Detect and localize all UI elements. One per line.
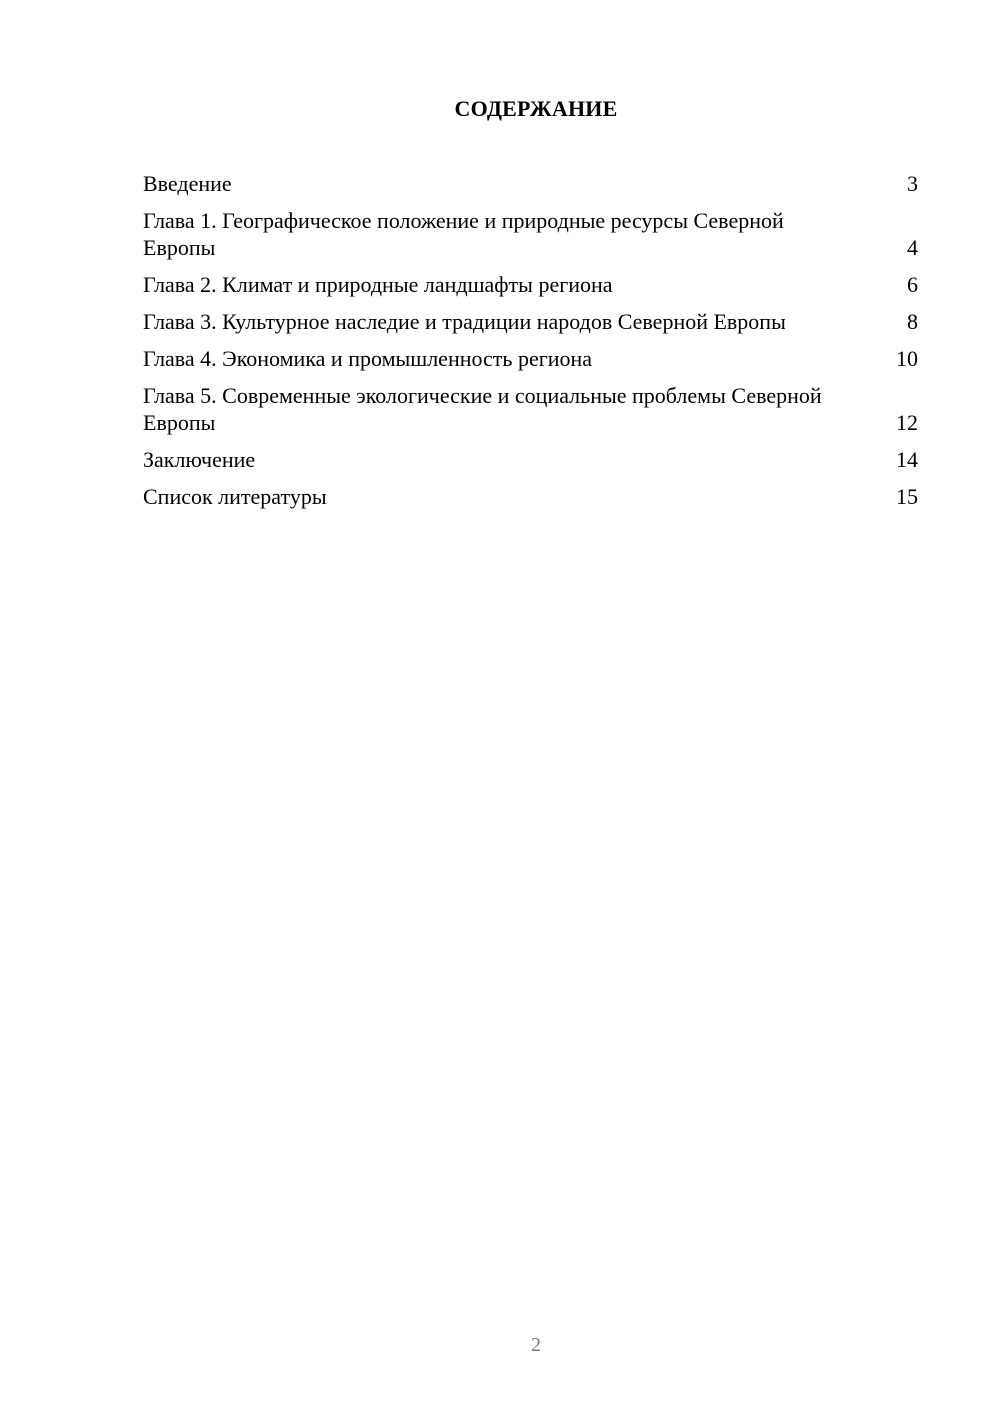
toc-entry: [143, 308, 918, 335]
toc-entry-page: 3: [907, 171, 918, 196]
toc-entry: [143, 271, 918, 298]
toc-entry-title: Глава 1. Географическое положение и природные ресурсы Северной Европы: [143, 208, 784, 260]
page-title: СОДЕРЖАНИЕ: [454, 96, 618, 121]
toc-entry: [143, 170, 918, 197]
toc-entry-title: Введение: [143, 171, 232, 196]
toc-entry: [143, 345, 918, 372]
table-of-contents: [143, 170, 918, 520]
toc-entry-title: Глава 5. Современные экологические и социальные проблемы Северной Европы: [143, 383, 822, 435]
toc-entry: [143, 382, 918, 436]
toc-entry-page: 14: [896, 447, 918, 472]
toc-entry-title: Глава 4. Экономика и промышленность региона: [143, 346, 593, 371]
toc-entry-title: Список литературы: [143, 484, 327, 509]
toc-entry: [143, 207, 918, 261]
toc-entry-page: 10: [896, 346, 918, 371]
page-number: 2: [531, 1334, 541, 1356]
toc-entry-page: 12: [896, 410, 918, 435]
toc-entry-title: Глава 3. Культурное наследие и традиции народов Северной Европы: [143, 309, 786, 334]
toc-entry: [143, 446, 918, 473]
toc-entry-title: Заключение: [143, 447, 256, 472]
toc-entry-page: 15: [896, 484, 918, 509]
toc-entry-page: 8: [907, 309, 918, 334]
toc-entry-page: 4: [907, 235, 918, 260]
toc-entry: [143, 483, 918, 510]
toc-entry-page: 6: [907, 272, 918, 297]
toc-entry-title: Глава 2. Климат и природные ландшафты региона: [143, 272, 613, 297]
